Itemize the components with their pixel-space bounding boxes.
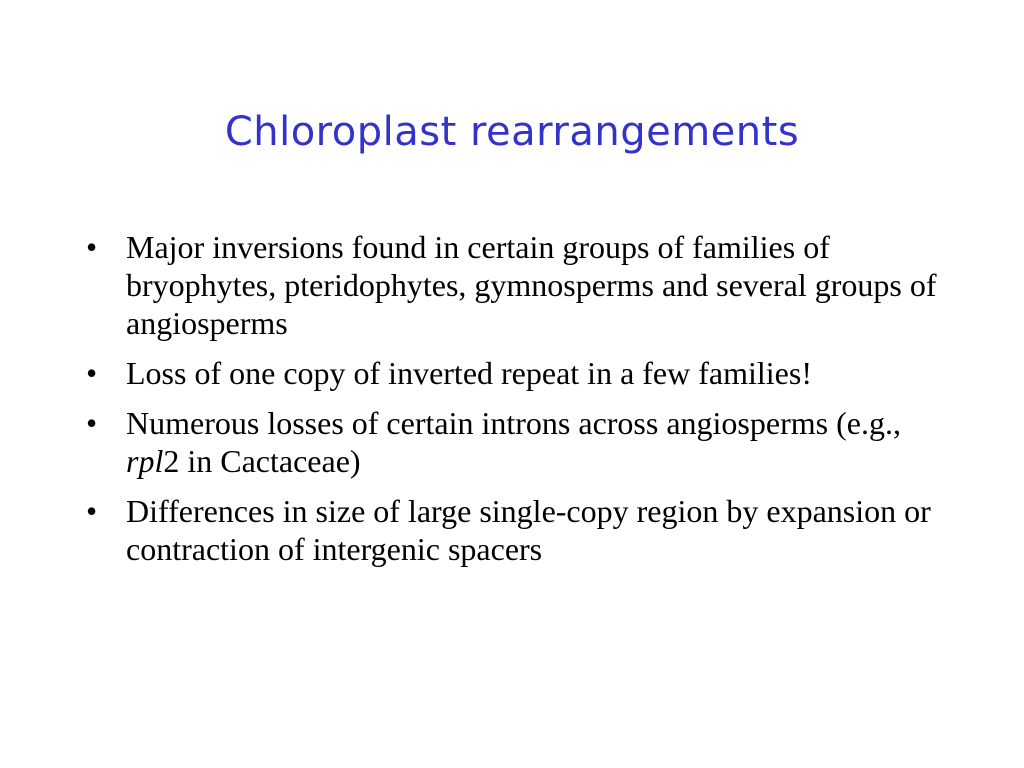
bullet-text: [126, 405, 901, 479]
bullet-item-inversions: [86, 228, 946, 342]
bullet-list: [86, 228, 946, 580]
bullet-icon: •: [86, 229, 98, 265]
bullet-icon: •: [86, 493, 98, 529]
slide-title: Chloroplast rearrangements: [224, 109, 800, 155]
bullet-text: Differences in size of large single-copy region by expansion or contraction of intergenic spacers: [126, 493, 931, 567]
bullet-text-after: 2 in Cactaceae): [163, 443, 361, 479]
bullet-icon: •: [86, 355, 98, 391]
bullet-item-intron-losses: [86, 404, 946, 480]
bullet-item-inverted-repeat: [86, 354, 946, 392]
bullet-icon: •: [86, 405, 98, 441]
gene-name-rpl: rpl: [126, 443, 164, 479]
bullet-text: Loss of one copy of inverted repeat in a few families!: [126, 355, 812, 391]
bullet-text-before: Numerous losses of certain introns across angiosperms (e.g.,: [126, 405, 901, 441]
bullet-text: Major inversions found in certain groups of families of bryophytes, pteridophytes, gymnosperms and several groups of angiosperms: [126, 229, 937, 341]
bullet-item-size-differences: [86, 492, 946, 568]
